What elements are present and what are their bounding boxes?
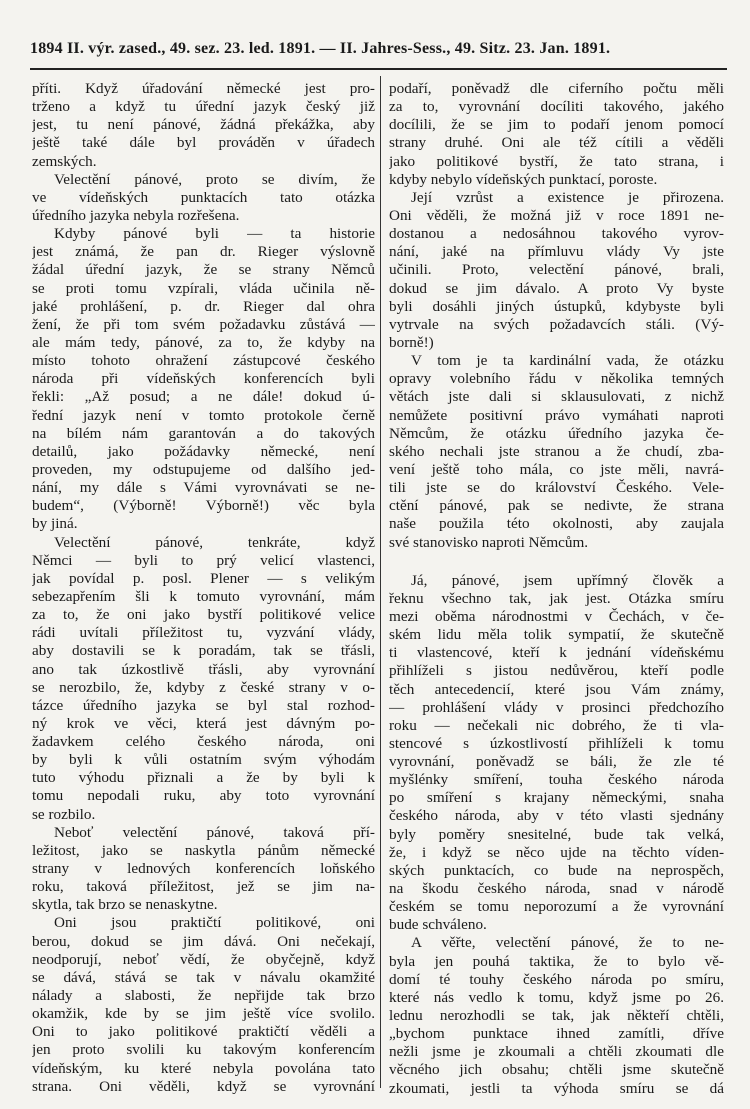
text-line: ctění pánové, pak se nedivte, že strana — [389, 497, 724, 515]
text-line: úředního jazyka nebyla rozřešena. — [32, 206, 240, 224]
text-line: roku, taková příležitost, jež se jim na- — [32, 878, 375, 896]
text-line: jako politikové bystří, že tato strana, i — [389, 152, 724, 170]
text-line: Němcům, že otázku úředního jazyka če- — [389, 424, 724, 442]
text-line: ný krok ve věci, která jest dávným po- — [32, 714, 375, 732]
text-line: řekli: „Až posud; a ne dále! dokud ú- — [32, 388, 375, 406]
text-line: českého národa, aby v této vlasti sjednány — [389, 807, 724, 825]
text-line: kdyby nebylo vídeňských punktací, poroste. — [389, 170, 658, 188]
text-line: budem“, (Výborně! Výborně!) věc byla — [32, 497, 375, 515]
text-line: aby dostavili se k poradám, tak se třásli, — [32, 642, 375, 660]
text-line: byli dosáhli jiných ústupků, kdybyste byli — [389, 297, 724, 315]
column-divider — [380, 76, 381, 1088]
text-line: neodporují, neboť vědí, že obyčejně, když — [32, 950, 375, 968]
text-line: českém se tomu neporozumí a že vyrovnání — [389, 898, 724, 916]
text-line: věcného jich obsahu; chtěli jsme skutečně — [389, 1061, 724, 1079]
text-line: strany v lednových konferencích loňského — [32, 860, 375, 878]
text-line: řeknu všechno tak, jak jest. Otázka smíru — [389, 589, 724, 607]
text-line: tomu nepodali ruku, aby toto vyrovnání — [32, 787, 375, 805]
text-line: ale mám tedy, pánové, za to, že kdyby na — [32, 333, 375, 351]
right-column — [389, 80, 724, 1098]
text-line: jest, tu není pánové, žádná překážka, aby — [32, 116, 375, 134]
text-line: by byli k vůli ostatním svým výhodám — [32, 751, 375, 769]
text-line: bude schváleno. — [389, 916, 487, 934]
text-line: trženo a když tu úřední jazyk český již — [32, 98, 375, 116]
text-line: nemůžete positivní právo vymáhati naproti — [389, 406, 724, 424]
text-line: národa při vídeňských konferencích byli — [32, 370, 375, 388]
text-line: jen proto svolili ku takovým konferencím — [32, 1041, 375, 1059]
text-line: Oni věděli, že možná již v roce 1891 ne- — [389, 206, 724, 224]
text-line: borně!) — [389, 333, 434, 351]
text-line: skytla, tak brzo se nenaskytne. — [32, 896, 218, 914]
text-line: — prohlášení vlády v prosinci předchozího — [389, 698, 724, 716]
text-line: za to, vyrovnání docíliti takového, jakého — [389, 98, 724, 116]
text-line: naše použila této okolnosti, aby zaujala — [389, 515, 724, 533]
text-line: zkoumati, jestli ta výhoda smíru se dá — [389, 1079, 724, 1097]
text-line: stencové s úzkostlivostí přihlíželi k tomu — [389, 734, 724, 752]
text-line: jaké prohlášení, p. dr. Rieger dal ohra — [32, 297, 375, 315]
text-line: nání, jaké na přímluvu vlády Vy jste — [389, 243, 724, 261]
text-line: jest známá, že pan dr. Rieger výslovně — [32, 243, 375, 261]
text-line: na bílém nám garantován a do takových — [32, 424, 375, 442]
text-line: by jiná. — [32, 515, 78, 533]
text-line: těch antecedencií, které jsou Vám známy, — [389, 680, 724, 698]
left-column — [32, 80, 375, 1096]
text-line: se dává, stává se tak v návalu okamžité — [32, 968, 375, 986]
text-line: se nerozbilo, že, kdyby z české strany v o- — [32, 678, 375, 696]
text-line: Neboť velectění pánové, taková pří- — [54, 823, 375, 841]
text-line: řední jazyk není v tomto protokole černě — [32, 406, 375, 424]
text-line: proveden, my odstupujeme od dalšího jed- — [32, 460, 375, 478]
text-line: Já, pánové, jsem upřímný člověk a — [411, 571, 724, 589]
text-line: se proti tomu vzpírali, vláda učinila ně- — [32, 279, 375, 297]
text-line: přihlíželi s jistou nedůvěrou, kteří podle — [389, 662, 724, 680]
right-column-section-2 — [389, 572, 724, 1098]
text-line: docílili, že se jim to podaří jenom pomocí — [389, 116, 724, 134]
text-line: V tom je ta kardinální vada, že otázku — [411, 352, 724, 370]
text-line: které nás vedlo k tomu, když jsme po 26. — [389, 988, 724, 1006]
text-line: ještě také dále byl prováděn v úřadech — [32, 134, 375, 152]
text-line: rádi uvítali příležitost tu, vyzvání vlády, — [32, 624, 375, 642]
text-line: dokud se jim dávalo. A proto Vy byste — [389, 279, 724, 297]
text-line: tili jste se do království Českého. Vele- — [389, 479, 724, 497]
text-line: Její vzrůst a existence je přirozena. — [411, 188, 724, 206]
text-line: žení, že při tom svém požadavku zůstává — — [32, 315, 375, 333]
text-line: detailů, jako požádavky německé, není — [32, 442, 375, 460]
text-line: tázce úředního jazyka se byl stal rozhod- — [32, 696, 375, 714]
text-line: strana. Oni věděli, když se vyrovnání — [32, 1077, 375, 1095]
text-line: zemských. — [32, 152, 97, 170]
text-line: strany druhé. Oni ale též cítili a věděli — [389, 134, 724, 152]
text-line: ského nechali jste stranou a že chudí, zba- — [389, 442, 724, 460]
text-line: větách jste dali si sklausulovati, z nichž — [389, 388, 724, 406]
text-line: A věřte, velectění pánové, že to ne- — [411, 934, 724, 952]
text-line: roku — nečekali nic dobrého, že ti vla- — [389, 716, 724, 734]
text-line: že, i když se něco ujde na těchto víden- — [389, 843, 724, 861]
text-line: vení ještě toho mála, co jste měli, navrá- — [389, 460, 724, 478]
text-line: žadavkem celého českého národa, oni — [32, 733, 375, 751]
text-line: Velectění pánové, proto se divím, že — [54, 170, 375, 188]
text-line: Oni to jako politikové praktičtí věděli a — [32, 1023, 375, 1041]
text-line: příti. Když úřadování německé jest pro- — [32, 80, 375, 97]
text-line: ve vídeňských punktacích tato otázka — [32, 188, 375, 206]
text-line: ležitost, jako se naskytla pánům německé — [32, 841, 375, 859]
text-line: mezi oběma národnostmi v Čechách, v če- — [389, 607, 724, 625]
text-line: opravy volebního řádu v několika temných — [389, 370, 724, 388]
text-line: vytrvale na svých požadavcích stáli. (Vý- — [389, 315, 724, 333]
text-line: Velectění pánové, tenkráte, když — [54, 533, 375, 551]
section-gap — [389, 552, 724, 572]
text-line: ských punktacích, co bude na neprospěch, — [389, 861, 724, 879]
text-line: ti vlastencové, kteří k jednání vídeňskému — [389, 644, 724, 662]
text-line: myšlénky smíření, touha českého národa — [389, 771, 724, 789]
text-line: tuto výhodu přiznali a že by byli k — [32, 769, 375, 787]
text-line: nálady a slabosti, že nepřijde tak brzo — [32, 987, 375, 1005]
text-line: Kdyby pánové byli — ta historie — [54, 225, 375, 243]
text-line: sebezapřením šli k tomuto vyrovnání, mám — [32, 587, 375, 605]
text-line: okamžik, kde by se jim ještě více svolilo. — [32, 1005, 375, 1023]
text-line: podaří, poněvadž dle ciferního počtu měli — [389, 80, 724, 97]
text-line: své stanovisko naproti Němcům. — [389, 533, 589, 551]
text-line: nání, my dále s Vámi vyrovnávati se ne- — [32, 479, 375, 497]
text-line: vyrovnání, poněvadž se báli, že zle té — [389, 753, 724, 771]
text-line: domí té touhy českého národa po smíru, — [389, 970, 724, 988]
text-line: lednu nerozhodli se tak, jak někteří chtěli, — [389, 1007, 724, 1025]
text-line: učinili. Proto, velectění pánové, brali, — [389, 261, 724, 279]
text-line: se rozbilo. — [32, 805, 96, 823]
text-line: žádal úřední jazyk, že se strany Němců — [32, 261, 375, 279]
text-line: na škodu českého národa, snad v národě — [389, 880, 724, 898]
text-line: byly poměry snesitelné, bude tak velká, — [389, 825, 724, 843]
text-line: „bychom punktace ihned zamítli, dříve — [389, 1025, 724, 1043]
text-line: ano tak úzkostlivě třásli, aby vyrovnání — [32, 660, 375, 678]
text-line: Němci — byli to prý velicí vlastenci, — [32, 551, 375, 569]
text-line: za to, že oni jako bystří politikové velice — [32, 606, 375, 624]
right-column-section-1 — [389, 80, 724, 552]
text-line: byla jen pouhá taktika, že to bylo vě- — [389, 952, 724, 970]
text-line: místo tohoto ohražení zástupcové českého — [32, 352, 375, 370]
text-line: nežli jsme je zkoumali a chtěli zkoumati dle — [389, 1043, 724, 1061]
header-rule — [30, 68, 727, 70]
page-header: 1894 II. výr. zased., 49. sez. 23. led. 1891. — II. Jahres-Sess., 49. Sitz. 23. Jan. 1891. — [30, 40, 611, 57]
text-line: ském lidu měla tolik sympatií, že skutečně — [389, 626, 724, 644]
text-line: po smíření s krajany německými, snaha — [389, 789, 724, 807]
text-line: vídeňským, ku které nebyla povolána tato — [32, 1059, 375, 1077]
text-line: berou, dokud se jim dává. Oni nečekají, — [32, 932, 375, 950]
text-line: jak povídal p. posl. Plener — s velikým — [32, 569, 375, 587]
text-line: Oni jsou praktičtí politikové, oni — [54, 914, 375, 932]
text-line: dostanou a nedosáhnou takového vyrov- — [389, 225, 724, 243]
